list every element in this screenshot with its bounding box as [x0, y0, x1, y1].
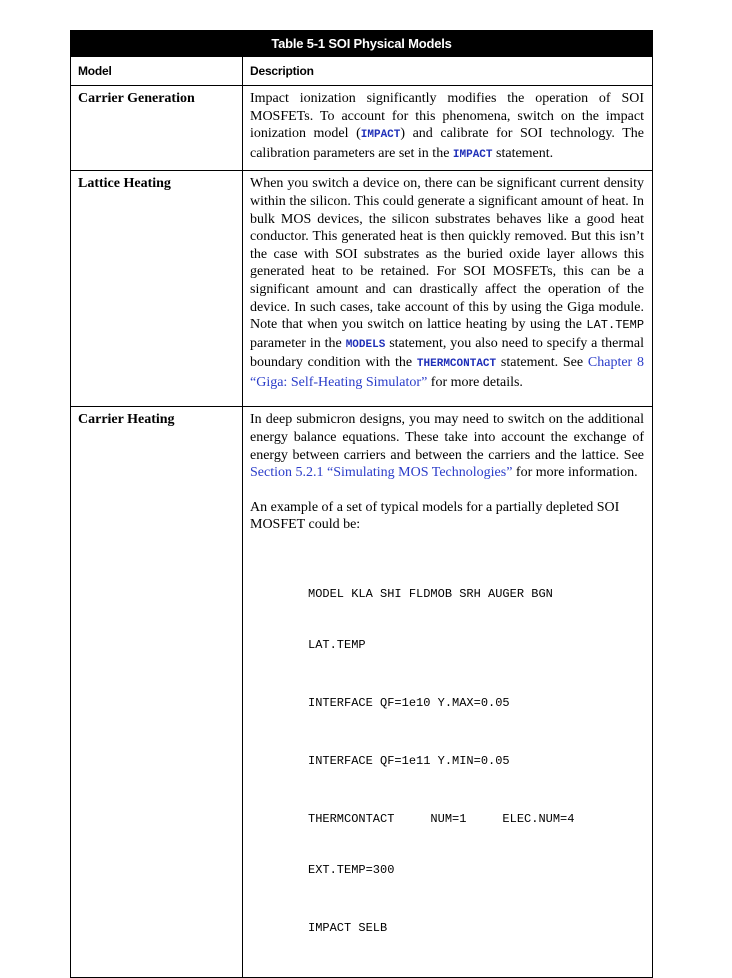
code-line: INTERFACE QF=1e11 Y.MIN=0.05 [308, 753, 510, 768]
text-segment: ) and calibrate for SOI technology. The calibration parameters are set in the [250, 126, 644, 161]
parameter-lat-temp: LAT.TEMP [586, 318, 645, 333]
table-row [71, 407, 653, 978]
text-segment: for more details. [427, 374, 523, 390]
text-segment: In deep submicron designs, you may need to switch on the additional energy balance equations. These take into account the exchange of energy between carriers and between the carriers and the lattice. See [250, 412, 645, 463]
description-text [250, 411, 644, 481]
keyword-impact: IMPACT [452, 148, 493, 161]
text-segment: statement. See [496, 355, 588, 371]
code-example [308, 552, 644, 971]
column-header-model: Model [71, 57, 243, 86]
paragraph-gap [250, 482, 644, 499]
section-5-2-1-link[interactable]: Section 5.2.1 “Simulating MOS Technologies” [250, 465, 513, 481]
column-header-description: Description [243, 57, 653, 86]
model-name: Carrier Heating [71, 407, 243, 978]
keyword-models: MODELS [345, 338, 386, 351]
text-segment: statement. [492, 145, 554, 161]
text-segment: statement, you also need to specify a thermal boundary condition with the [250, 335, 645, 371]
code-line: IMPACT SELB [308, 920, 388, 935]
keyword-thermcontact: THERMCONTACT [416, 358, 497, 371]
keyword-impact: IMPACT [360, 129, 401, 142]
code-line: EXT.TEMP=300 [308, 862, 395, 877]
description-cell [243, 171, 653, 407]
code-line: MODEL KLA SHI FLDMOB SRH AUGER BGN [308, 586, 553, 601]
code-line: THERMCONTACT NUM=1 ELEC.NUM=4 [308, 811, 575, 826]
description-text [250, 175, 644, 391]
text-segment: Impact ionization significantly modifies the operation of SOI MOSFETs. To account for this phenomena, switch on the impact ionization model ( [250, 91, 645, 142]
description-text: An example of a set of typical models for a partially depleted SOI MOSFET could be: [250, 499, 620, 533]
chapter-8-link[interactable]: Chapter 8 “Giga: Self-Heating Simulator” [250, 355, 644, 390]
code-line: INTERFACE QF=1e10 Y.MAX=0.05 [308, 695, 510, 710]
text-segment: When you switch a device on, there can be significant current density within the silicon. This could generate a significant amount of heat. In bulk MOS devices, the silicon substrates behaves like a good heat conductor. This generated heat is then quickly removed. But this isn’t the case with SOI substrates as the buried oxide layer allows this generated heat to be retained. For SOI MOSFETs, this can be a significant amount and can drastically affect the operation of the device. In such cases, take account of this by using the Giga module. Note that when you switch on lattice heating by using the [250, 176, 645, 333]
table-row [71, 86, 653, 171]
table-title: Table 5-1 SOI Physical Models [71, 31, 653, 57]
table-row [71, 171, 653, 407]
text-segment: parameter in the [250, 335, 346, 351]
description-text [250, 90, 644, 164]
description-cell [243, 407, 653, 978]
model-name: Carrier Generation [71, 86, 243, 171]
code-line: LAT.TEMP [308, 637, 366, 652]
text-segment: for more information. [512, 465, 638, 481]
soi-physical-models-table [70, 30, 653, 978]
model-name: Lattice Heating [71, 171, 243, 407]
description-cell [243, 86, 653, 171]
